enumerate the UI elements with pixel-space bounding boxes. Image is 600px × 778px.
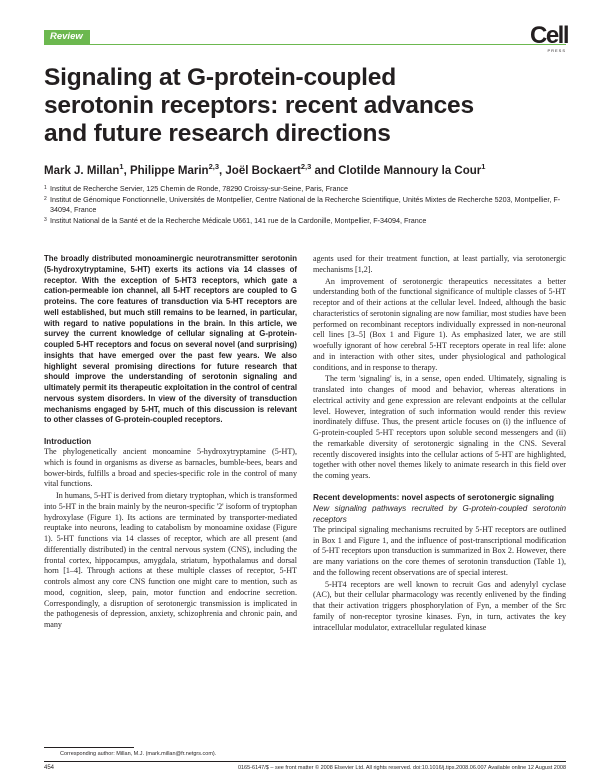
author-list bbox=[44, 160, 574, 178]
affiliation bbox=[44, 195, 566, 216]
right-column bbox=[313, 254, 566, 633]
title-line: Signaling at G-protein-coupled bbox=[44, 64, 396, 91]
footnote-rule bbox=[44, 747, 134, 748]
author-affil-ref: 1 bbox=[119, 162, 124, 171]
author-and: and bbox=[311, 164, 339, 177]
author-name: Clotilde Mannoury la Cour bbox=[338, 164, 482, 177]
author-separator: , bbox=[219, 164, 226, 177]
abstract: The broadly distributed monoaminergic neurotransmitter serotonin (5-hydroxytryptamine, 5-HT) exerts its actions via 14 classes of receptor. With the exception of 5-HT3 receptors, which gate a cation-permeable ion channel, all 5-HT receptors are coupled to G proteins. The core features of transduction via 5-HT receptors are well established, but much still remains to be learned, in particular, with regard to native populations in the brain. In this article, we survey the current knowledge of cellular signaling at G-protein-coupled 5-HT receptors and focus on several novel (and surprising) insights that have emerged over the past few years. We also highlight several promising directions for future research that should improve the understanding of serotonin signaling and ultimately permit its therapeutic exploitation in the control of central nervous system disorders. In view of the diversity of transduction mechanisms engaged by 5-HT, much of this discussion is relevant to other classes of G-protein-coupled receptors. bbox=[44, 254, 297, 425]
publisher-logo bbox=[524, 24, 568, 52]
author-separator: , bbox=[123, 164, 130, 177]
body-paragraph: The principal signaling mechanisms recruited by 5-HT receptors are outlined in Box 1 and Figure 1, and the influence of post-transcriptional modification of 5-HT receptors upon transduction is summarized in Box 2. However, there are many variations on the core themes of serotonin transduction (Table 1), and the following recent observations are of special interest. bbox=[313, 524, 566, 577]
body-paragraph: In humans, 5-HT is derived from dietary tryptophan, which is transformed into 5-HT in the brain mainly by the neuron-specific '2' isoform of tryptophan hydroxylase (Figure 1). Its actions are terminated by transporter-mediated reuptake into neurons, leading to catabolism by monoamine oxidase (Figure 1). 5-HT functions via 14 classes of receptor, which are all present (and differentially distributed) in the central nervous system (CNS), including the frontal cortex, hippocampus, amygdala, striatum, hypothalamus and dorsal horn [1–4]. Through actions at these multiple classes of receptor, 5-HT controls almost any core CNS function one might care to mention, such as mood, cognition, sleep, pain, motor function and endocrine secretion. Correspondingly, a disruption of serotonergic transmission is implicated in the pathogenesis of depression, anxiety, schizophrenia and chronic pain, and many bbox=[44, 491, 297, 629]
subsection-heading: New signaling pathways recruited by G-protein-coupled serotonin receptors bbox=[313, 503, 566, 524]
header-rule bbox=[90, 44, 566, 45]
body-paragraph: The term 'signaling' is, in a sense, open ended. Ultimately, signaling is translated into changes of mood and behavior, whereas alterations in electrical activity and gene expression are relevant endpoints at the cellular level. However, integration of such information would render this review inordinately diffuse. Thus, the present article focuses on (i) the influence of G-protein-coupled 5-HT receptors upon soluble second messengers and (ii) the remarkable diversity of serotonergic signaling in the CNS. Several recently discovered insights into the cellular actions of 5-HT are highlighted, together with other novel themes likely to animate research in this field over the coming years. bbox=[313, 374, 566, 480]
author-name: Joël Bockaert bbox=[225, 164, 301, 177]
affiliation-number: 1 bbox=[44, 185, 47, 191]
affiliation bbox=[44, 184, 566, 195]
author-affil-ref: 2,3 bbox=[300, 162, 312, 171]
affiliation-number: 3 bbox=[44, 217, 47, 224]
publication-info: 0165-6147/$ – see front matter © 2008 Elsevier Ltd. All rights reserved. doi:10.1016/j.tips.2008.06.007 Available online 12 August 2008 bbox=[237, 765, 566, 771]
section-tab: Review bbox=[44, 30, 90, 45]
affiliation-number: 2 bbox=[44, 195, 47, 202]
body-paragraph: 5-HT4 receptors are well known to recruit Gαs and adenylyl cyclase (AC), but their cellular pharmacology was recently enlivened by the finding that their activation triggers phosphorylation of Fyn, a member of the Src family of non-receptor tyrosine kinases. Fyn, in turn, activates the key intracellular modulator, extracellular regulated kinase bbox=[313, 579, 566, 632]
affiliations bbox=[44, 184, 566, 227]
title-line: serotonin receptors: recent advances bbox=[44, 92, 474, 119]
section-heading-introduction: Introduction bbox=[44, 437, 92, 446]
author-affil-ref: 2,3 bbox=[208, 162, 220, 171]
body-paragraph: The phylogenetically ancient monoamine 5-hydroxytryptamine (5-HT), which is found in organisms as diverse as barnacles, bumble-bees, bears and bower-birds, fulfills a broad and species-specific role in the control of many vital functions. bbox=[44, 447, 297, 489]
footer-rule bbox=[44, 761, 566, 762]
body-paragraph: agents used for their treatment function, at least partially, via serotonergic mechanisms [1,2]. bbox=[313, 254, 566, 274]
body-paragraph: An improvement of serotonergic therapeutics necessitates a better understanding both of the functional significance of multiple classes of 5-HT receptor and of their actions at the cellular level. Indeed, although the basic characteristics of serotonin signaling are now familiar, most studies have been performed on recombinant receptors individually expressed in non-neuronal cell lines [3–5] (Box 1 and Figure 1). As emphasized later, we are still woefully ignorant of how cerebral 5-HT receptors operate in real life: alone and in interaction with other sites, under physiological and pathological conditions, and in response to therapy. bbox=[313, 276, 566, 372]
logo-subtext: PRESS bbox=[547, 48, 566, 53]
affiliation-text: Institut de Recherche Servier, 125 Chemin de Ronde, 78290 Croissy-sur-Seine, Paris, France bbox=[50, 184, 349, 193]
title-line: and future research directions bbox=[44, 120, 391, 147]
section-heading-recent-developments: Recent developments: novel aspects of serotonergic signaling bbox=[313, 492, 555, 502]
affiliation-text: Institut National de la Santé et de la Recherche Médicale U661, 141 rue de la Cardonille, Montpellier, F-34094, France bbox=[50, 216, 427, 226]
page-number: 454 bbox=[44, 765, 55, 771]
author-name: Philippe Marin bbox=[129, 164, 209, 177]
author-name: Mark J. Millan bbox=[44, 164, 120, 177]
article-title bbox=[44, 64, 564, 148]
corresponding-author-note: Corresponding author: Millan, M.J. (mark.millan@fr.netgrs.com). bbox=[60, 751, 217, 757]
affiliation bbox=[44, 216, 566, 227]
affiliation-text: Institut de Génomique Fonctionnelle, Universités de Montpellier, Centre National de la Recherche Scientifique, Unités Mixtes de Recherche 5203, Montpellier, F-34094, France bbox=[50, 194, 561, 215]
author-affil-ref: 1 bbox=[481, 162, 486, 171]
left-column bbox=[44, 254, 297, 631]
logo-text: Cell bbox=[529, 22, 568, 49]
